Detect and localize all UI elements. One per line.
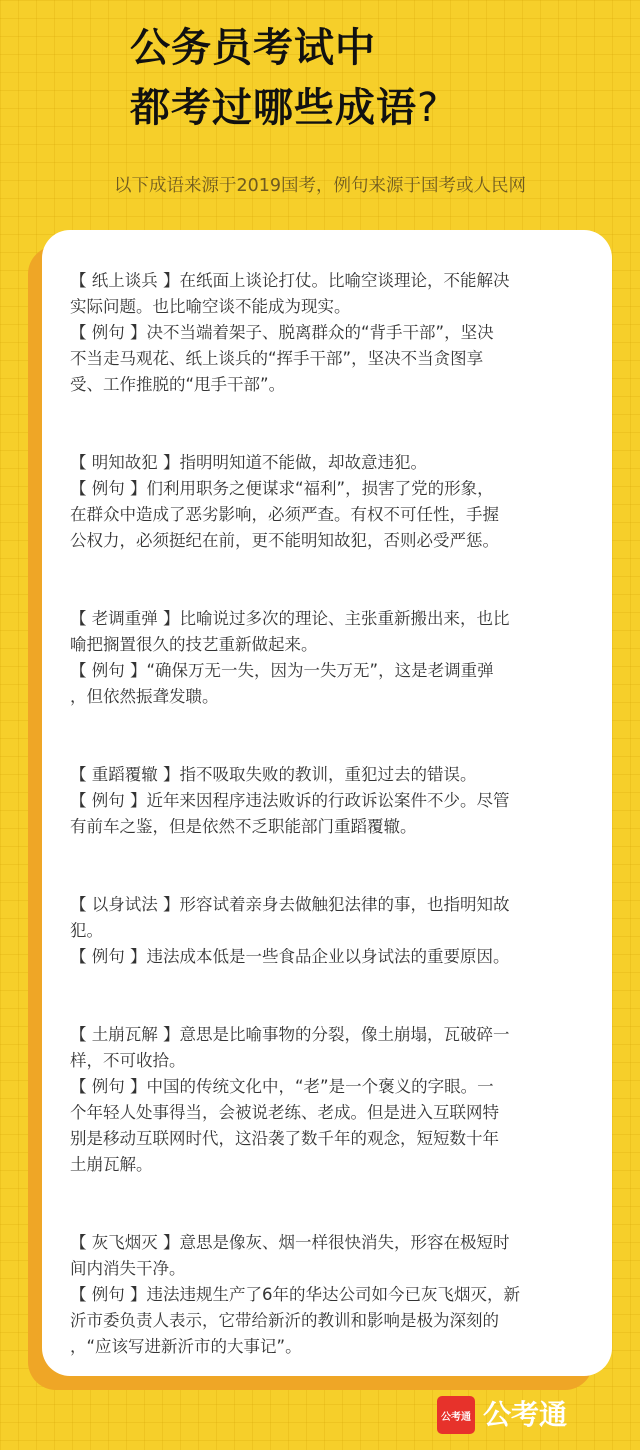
idiom-example-line: 公权力，必须挺纪在前，更不能明知故犯，否则必受严惩。: [70, 531, 499, 550]
entry-spacer: [70, 554, 588, 606]
idiom-entry: [70, 606, 588, 710]
idiom-entry: [70, 1022, 588, 1178]
entry-spacer: [70, 710, 588, 762]
idiom-definition-line: 【 纸上谈兵 】在纸面上谈论打仗。比喻空谈理论，不能解决: [70, 271, 510, 290]
idiom-example-line: 个年轻人处事得当，会被说老练、老成。但是进入互联网特: [70, 1103, 499, 1122]
idiom-entry: [70, 762, 588, 840]
subtitle: 以下成语来源于2019国考，例句来源于国考或人民网: [113, 176, 527, 196]
idiom-example-line: 【 例句 】中国的传统文化中，“老”是一个褒义的字眼。一: [70, 1077, 494, 1096]
idiom-example-line: 别是移动互联网时代，这沿袭了数千年的观念，短短数十年: [70, 1129, 499, 1148]
page-title: [130, 18, 439, 138]
idiom-entry: [70, 268, 588, 398]
idiom-example-line: 土崩瓦解。: [70, 1155, 153, 1174]
idiom-definition-line: 【 老调重弹 】比喻说过多次的理论、主张重新搬出来，也比: [70, 609, 510, 628]
idiom-entry: [70, 450, 588, 554]
idiom-definition-line: 【 明知故犯 】指明明知道不能做，却故意违犯。: [70, 453, 427, 472]
entry-spacer: [70, 970, 588, 1022]
idiom-example-line: 沂市委负责人表示，它带给新沂的教训和影响是极为深刻的: [70, 1311, 499, 1330]
entry-spacer: [70, 398, 588, 450]
idiom-example-line: 【 例句 】决不当端着架子、脱离群众的“背手干部”，坚决: [70, 323, 494, 342]
idiom-example-line: 在群众中造成了恶劣影响，必须严查。有权不可任性，手握: [70, 505, 499, 524]
idiom-example-line: 【 例句 】违法成本低是一些食品企业以身试法的重要原因。: [70, 947, 510, 966]
idiom-example-line: 受、工作推脱的“甩手干部”。: [70, 375, 286, 394]
idiom-example-line: 【 例句 】“确保万无一失，因为一失万无”，这是老调重弹: [70, 661, 494, 680]
idiom-entry: [70, 892, 588, 970]
idiom-example-line: 不当走马观花、纸上谈兵的“挥手干部”，坚决不当贪图享: [70, 349, 484, 368]
idiom-definition-line: 【 以身试法 】形容试着亲身去做触犯法律的事，也指明知故: [70, 895, 510, 914]
idiom-definition-line: 样，不可收拾。: [70, 1051, 186, 1070]
idiom-entry: [70, 1230, 588, 1360]
idiom-example-line: 【 例句 】违法违规生产了6年的华达公司如今已灰飞烟灭，新: [70, 1285, 520, 1304]
idiom-example-line: ，但依然振聋发聩。: [70, 687, 219, 706]
entry-spacer: [70, 1178, 588, 1230]
idiom-definition-line: 喻把搁置很久的技艺重新做起来。: [70, 635, 318, 654]
title-line-2: [130, 78, 439, 138]
title-line-1: 公务员考试中: [130, 25, 376, 71]
idiom-card: [42, 230, 612, 1376]
idiom-example-line: 【 例句 】们利用职务之便谋求“福利”，损害了党的形象，: [70, 479, 494, 498]
idiom-example-line: ，“应该写进新沂市的大事记”。: [70, 1337, 302, 1356]
idiom-definition-line: 【 土崩瓦解 】意思是比喻事物的分裂，像土崩塌，瓦破碎一: [70, 1025, 510, 1044]
idiom-example-line: 【 例句 】近年来因程序违法败诉的行政诉讼案件不少。尽管: [70, 791, 510, 810]
idiom-definition-line: 【 灰飞烟灭 】意思是像灰、烟一样很快消失，形容在极短时: [70, 1233, 510, 1252]
idiom-definition-line: 间内消失干净。: [70, 1259, 186, 1278]
title-question-mark: ?: [417, 85, 440, 131]
idiom-example-line: 有前车之鉴，但是依然不乏职能部门重蹈覆辙。: [70, 817, 417, 836]
brand-logo-icon: 公考通: [437, 1396, 475, 1434]
idiom-definition-line: 实际问题。也比喻空谈不能成为现实。: [70, 297, 351, 316]
entry-spacer: [70, 840, 588, 892]
idiom-definition-line: 犯。: [70, 921, 103, 940]
title-line-2-text: 都考过哪些成语: [130, 85, 417, 131]
idiom-definition-line: 【 重蹈覆辙 】指不吸取失败的教训，重犯过去的错误。: [70, 765, 477, 784]
brand-name: 公考通: [483, 1398, 568, 1431]
